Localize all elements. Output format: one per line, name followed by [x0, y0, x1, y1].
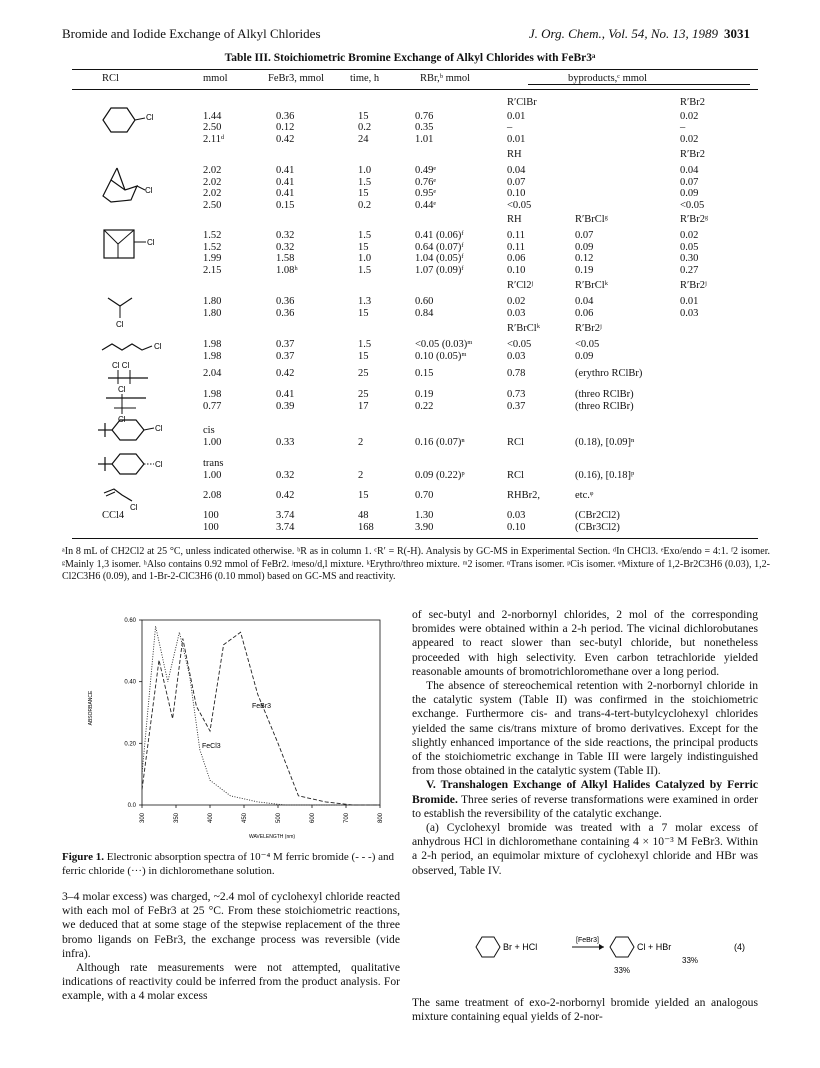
table-cell: 1.08ʰ: [276, 265, 298, 276]
table-cell: (0.16), [0.18]ᵖ: [575, 470, 635, 481]
table-cell: 0.09: [575, 351, 594, 362]
table-footnotes: ᵃIn 8 mL of CH2Cl2 at 25 °C, unless indicated otherwise. ᵇR as in column 1. ᶜR′ = R(-H). Analysis by GC-MS in Experimental Section. ᵈIn CHCl3. ᵉExo/endo = 4:1. ᶠ2 isomer. ᵍMainly 1,3 isomer. ʰAlso contains 0.92 mmol of FeBr2. ʲmeso/d,l mixture. ᵏErythro/threo mixture. ᵐ2 isomer. ⁿTrans isomer. ᵖCis isomer. ᵠMixture of 1,2-Br2C3H6 (0.03), 1,2-Cl2C3H6 (0.09), and 1-Br-2-ClC3H6 (0.10 mmol) based on GC-MS and reactivity.: [62, 546, 770, 582]
table-cell: 1.98: [203, 389, 222, 400]
table-cell: 0.60: [415, 296, 434, 307]
table-top-rule: [72, 69, 758, 70]
table-cell: 3.90: [415, 522, 434, 533]
table-cell: 0.02: [680, 111, 699, 122]
table-cell: 0.2: [358, 122, 372, 133]
table-cell: 15: [358, 351, 369, 362]
table-cell: –: [507, 122, 513, 133]
table-cell: 0.76ᵉ: [415, 177, 437, 188]
table-cell: 0.41 (0.06)ᶠ: [415, 230, 464, 241]
table-cell: 0.42: [276, 490, 295, 501]
table-cell: 15: [358, 490, 369, 501]
table-cell: (CBr3Cl2): [575, 522, 620, 533]
table-cell: 0.01: [680, 296, 699, 307]
table-header-cell: mmol: [203, 73, 228, 84]
cis-tbutylcyclohexyl-chloride-structure: [96, 416, 186, 446]
fecl3-series-label: FeCl3: [202, 743, 221, 750]
right-column-continued: The same treatment of exo-2-norbornyl bromide yielded an analogous mixture containing equal yields of 2-nor-: [412, 996, 758, 1024]
table-cell: 0.12: [276, 122, 295, 133]
x-tick-label: 400: [208, 812, 214, 823]
table-cell: trans: [203, 458, 224, 469]
table-cell: 0.03: [507, 308, 526, 319]
table-cell: 0.04: [680, 165, 699, 176]
svg-text:Cl: Cl: [147, 238, 155, 247]
plot-frame: [142, 620, 380, 805]
table-cell: 0.33: [276, 437, 295, 448]
table-cell: 0.01: [507, 111, 526, 122]
table-cell: 0.41: [276, 389, 295, 400]
table-cell: 0.36: [276, 296, 295, 307]
table-cell: 0.10: [507, 265, 526, 276]
table-cell: R′Br2ʲ: [680, 280, 707, 291]
table-cell: 0.42: [276, 368, 295, 379]
table-cell: 0.37: [276, 351, 295, 362]
table-cell: 0.49ᵉ: [415, 165, 437, 176]
table-cell: 3.74: [276, 522, 295, 533]
table-cell: 2: [358, 437, 364, 448]
table-cell: 0.09: [575, 242, 594, 253]
table-cell: RHBr2,: [507, 490, 540, 501]
table-cell: (CBr2Cl2): [575, 510, 620, 521]
table-cell: 24: [358, 134, 369, 145]
page-number: 3031: [724, 26, 750, 41]
table-header-rule: [72, 89, 758, 90]
table-cell: 1.58: [276, 253, 295, 264]
table-cell: 1.5: [358, 177, 372, 188]
table-cell: 0.09 (0.22)ᵖ: [415, 470, 465, 481]
table-cell: 0.03: [507, 510, 526, 521]
table-cell: 0.41: [276, 165, 295, 176]
series-line-febr3: [142, 632, 380, 805]
equation-4: [472, 931, 762, 981]
figure-xlabel: WAVELENGTH (nm): [248, 834, 296, 840]
table-cell: 48: [358, 510, 369, 521]
table-cell: 0.44ᵉ: [415, 200, 437, 211]
table-cell: 0.06: [575, 308, 594, 319]
table-cell: 0.07: [680, 177, 699, 188]
table-cell: R′Br2: [680, 97, 706, 108]
table-cell: 100: [203, 510, 219, 521]
table-cell: 2.02: [203, 177, 222, 188]
table-cell: 1.0: [358, 165, 372, 176]
table-cell: 0.04: [575, 296, 594, 307]
table-cell: 17: [358, 401, 369, 412]
table-cell: R′Br2: [680, 149, 706, 160]
x-tick-label: 350: [174, 812, 180, 823]
table-cell: 0.11: [507, 242, 525, 253]
table-title: Table III. Stoichiometric Bromine Exchange of Alkyl Chlorides with FeBr3ᵃ: [224, 52, 596, 64]
table-cell: (threo RClBr): [575, 401, 634, 412]
table-cell: 1.99: [203, 253, 222, 264]
table-cell: RCl: [507, 437, 524, 448]
table-cell: (erythro RClBr): [575, 368, 643, 379]
table-cell: 2.50: [203, 122, 222, 133]
table-cell: 0.42: [276, 134, 295, 145]
table-cell: R′BrClᵏ: [575, 280, 609, 291]
svg-text:Cl Cl: Cl Cl: [112, 361, 130, 370]
paragraph: Although rate measurements were not attempted, qualitative indications of reactivity could be inferred from the product analysis. For example, with a 4 molar excess: [62, 961, 400, 1003]
svg-text:[FeBr3]: [FeBr3]: [576, 937, 599, 944]
table-cell: cis: [203, 425, 215, 436]
table-cell: 0.01: [507, 134, 526, 145]
table-header-cell: RBr,ᵇ mmol: [420, 73, 471, 84]
table-cell: 1.01: [415, 134, 434, 145]
svg-text:Cl: Cl: [118, 385, 126, 394]
running-title: Bromide and Iodide Exchange of Alkyl Chlorides: [62, 26, 321, 41]
table-cell: RH: [507, 149, 522, 160]
table-cell: 0.06: [507, 253, 526, 264]
y-tick-label: 0.60: [124, 618, 136, 624]
x-tick-label: 700: [344, 812, 350, 823]
table-cell: 2: [358, 470, 364, 481]
table-cell: 100: [203, 522, 219, 533]
table-cell: 1.00: [203, 470, 222, 481]
propyl-chloride-structure: [100, 485, 160, 513]
table-cell: 15: [358, 111, 369, 122]
table-cell: 0.19: [575, 265, 594, 276]
table-cell: 0.32: [276, 242, 295, 253]
table-cell: 0.64 (0.07)ᶠ: [415, 242, 464, 253]
table-cell: RH: [507, 214, 522, 225]
febr3-series-label: FeBr3: [252, 703, 272, 710]
table-cell: 0.37: [507, 401, 526, 412]
table-cell: 1.07 (0.09)ᶠ: [415, 265, 464, 276]
table-cell: 1.80: [203, 296, 222, 307]
svg-text:Cl + HBr: Cl + HBr: [637, 942, 672, 952]
x-tick-label: 500: [276, 812, 282, 823]
table-cell: 2.02: [203, 165, 222, 176]
table-cell: 1.44: [203, 111, 222, 122]
table-cell: (0.18), [0.09]ⁿ: [575, 437, 635, 448]
paragraph: (a) Cyclohexyl bromide was treated with a 7 molar excess of anhydrous HCl in dichloromethane containing 4 × 10⁻³ M FeBr3. Within a 2-h period, an equimolar mixture of cyclohexyl chloride and HBr was observed, Table IV.: [412, 821, 758, 877]
y-tick-label: 0.0: [127, 803, 136, 809]
svg-text:Cl: Cl: [130, 503, 138, 512]
table-cell: 1.5: [358, 265, 372, 276]
svg-text:Cl: Cl: [155, 424, 163, 433]
table-cell: 0.35: [415, 122, 434, 133]
table-cell: 1.5: [358, 230, 372, 241]
x-tick-label: 300: [140, 812, 146, 823]
table-cell: 0.32: [276, 470, 295, 481]
table-cell: 0.03: [680, 308, 699, 319]
table-cell: 0.39: [276, 401, 295, 412]
table-cell: 0.37: [276, 339, 295, 350]
table-cell: 1.3: [358, 296, 372, 307]
table-cell: 0.95ᵉ: [415, 188, 437, 199]
table-cell: 0.10: [507, 522, 526, 533]
table-cell: <0.05: [575, 339, 600, 350]
table-cell: 0.41: [276, 177, 295, 188]
table-cell: 0.02: [680, 134, 699, 145]
svg-text:33%: 33%: [682, 956, 699, 965]
absorption-spectrum-figure: [62, 608, 402, 848]
table-cell: 0.16 (0.07)ⁿ: [415, 437, 465, 448]
norbornyl-chloride-structure: [97, 160, 167, 205]
section-heading-paragraph: V. Transhalogen Exchange of Alkyl Halides Catalyzed by Ferric Bromide. Three series of reverse transformations were examined in order to establish the reversibility of the catalytic exchange.: [412, 778, 758, 820]
table-cell: R′BrClᵍ: [575, 214, 608, 225]
table-cell: 0.12: [575, 253, 594, 264]
x-tick-label: 450: [242, 812, 248, 823]
table-cell: R′Cl2ʲ: [507, 280, 534, 291]
right-column-text: [412, 608, 758, 878]
table-cell: –: [680, 122, 686, 133]
table-cell: 1.04 (0.05)ᶠ: [415, 253, 464, 264]
table-cell: 1.5: [358, 339, 372, 350]
series-line-fecl3: [142, 626, 380, 805]
figure-caption: Figure 1. Electronic absorption spectra of 10⁻⁴ M ferric bromide (- - -) and ferric chloride (···) in dichloromethane solution.: [62, 851, 395, 877]
table-bottom-rule: [72, 538, 758, 539]
table-cell: (threo RClBr): [575, 389, 634, 400]
table-cell: 1.80: [203, 308, 222, 319]
table-cell: 0.27: [680, 265, 699, 276]
table-cell: 2.50: [203, 200, 222, 211]
table-cell: RCl: [507, 470, 524, 481]
figure-series: [142, 626, 380, 805]
table-cell: 0.84: [415, 308, 434, 319]
table-cell: 0.05: [680, 242, 699, 253]
table-cell: R′Br2ᵍ: [680, 214, 709, 225]
table-cell: 0.03: [507, 351, 526, 362]
sec-butyl-chloride-structure: [104, 290, 144, 330]
table-cell: 1.52: [203, 230, 222, 241]
table-cell: 0.41: [276, 188, 295, 199]
ccl4-label: CCl4: [102, 510, 125, 521]
table-cell: 2.11ᵈ: [203, 134, 225, 145]
table-cell: 3.74: [276, 510, 295, 521]
table-cell: 0.36: [276, 111, 295, 122]
table-cell: 0.15: [276, 200, 295, 211]
table-cell: 15: [358, 308, 369, 319]
svg-text:Cl: Cl: [145, 186, 153, 195]
vicinal-dichlorobutane-structure: [106, 360, 156, 386]
table-cell: 0.19: [415, 389, 434, 400]
y-tick-label: 0.40: [124, 679, 136, 686]
svg-text:Br + HCl: Br + HCl: [503, 942, 538, 952]
table-cell: <0.05: [507, 339, 532, 350]
table-cell: <0.05: [507, 200, 532, 211]
table-cell: 1.0: [358, 253, 372, 264]
svg-text:Cl: Cl: [146, 113, 154, 122]
table-header-cell: FeBr3, mmol: [268, 73, 325, 84]
svg-text:Cl: Cl: [154, 342, 162, 351]
table-cell: 0.15: [415, 368, 434, 379]
table-header-cell: byproducts,ᶜ mmol: [568, 73, 648, 84]
table-header-cell: RCl: [102, 73, 119, 84]
journal-citation: J. Org. Chem., Vol. 54, No. 13, 1989 3031: [528, 26, 750, 41]
table-cell: 0.09: [680, 188, 699, 199]
x-tick-label: 600: [310, 812, 316, 823]
paragraph: 3–4 molar excess) was charged, ~2.4 mol of cyclohexyl chloride reacted with each mol of FeBr3 at 25 °C. From these stoichiometric reactions, we deduced that at some stage of the stepwise replacement of the three bromo ligands on FeBr3, the exchange process was reversible (vide infra).: [62, 890, 400, 960]
svg-text:Cl: Cl: [116, 320, 124, 329]
table-cell: 0.07: [507, 177, 526, 188]
table-cell: 1.00: [203, 437, 222, 448]
table-cell: 15: [358, 188, 369, 199]
table-cell: 2.02: [203, 188, 222, 199]
table-cell: 0.22: [415, 401, 434, 412]
table-cell: R′ClBr: [507, 97, 537, 108]
table-cell: 0.36: [276, 308, 295, 319]
table-cell: 0.11: [507, 230, 525, 241]
table-cell: 0.32: [276, 230, 295, 241]
svg-text:(4): (4): [734, 942, 745, 952]
table-cell: 0.2: [358, 200, 372, 211]
table-cell: 0.02: [680, 230, 699, 241]
table-cell: R′BrClᵏ: [507, 323, 541, 334]
table-cell: 1.98: [203, 339, 222, 350]
table-cell: 168: [358, 522, 374, 533]
table-cell: 1.52: [203, 242, 222, 253]
trans-tbutylcyclohexyl-chloride-structure: [96, 450, 186, 480]
left-column-text: [62, 890, 400, 1004]
table-header-cell: time, h: [350, 73, 380, 84]
x-tick-label: 800: [378, 812, 384, 823]
table-cell: 0.73: [507, 389, 526, 400]
table-cell: 0.02: [507, 296, 526, 307]
table-cell: 2.04: [203, 368, 222, 379]
svg-text:33%: 33%: [614, 966, 631, 975]
table-cell: 0.78: [507, 368, 526, 379]
table-cell: 0.10: [507, 188, 526, 199]
paragraph: The absence of stereochemical retention with 2-norbornyl chloride in the catalytic system (Table II) was confirmed in the stoichiometric exchange. Furthermore cis- and trans-4-tert-butylcyclohexyl chlorides yielded the same cis/trans mixture of bromo derivatives. Except for the slightly enhanced importance of the side reactions, the principal products of the stoichiometric exchange in Table III were largely indistinguished from those obtained in the catalytic system (Table II).: [412, 679, 758, 778]
table-cell: 1.98: [203, 351, 222, 362]
table-cell: 2.15: [203, 265, 222, 276]
figure-axes: [124, 618, 384, 823]
svg-text:Cl: Cl: [118, 415, 126, 424]
table-cell: 25: [358, 368, 369, 379]
running-header: [62, 26, 750, 46]
cyclohexyl-chloride-structure: [95, 100, 165, 140]
table-cell: 2.08: [203, 490, 222, 501]
table-cell: 0.70: [415, 490, 434, 501]
table-cell: 1.30: [415, 510, 434, 521]
alkyl-chloride-chain-structure: [98, 338, 178, 362]
table-cell: 0.76: [415, 111, 434, 122]
table-cell: <0.05 (0.03)ᵐ: [415, 339, 473, 350]
table-cell: 25: [358, 389, 369, 400]
paragraph: of sec-butyl and 2-norbornyl chlorides, 2 mol of the corresponding bromides were obtained within a 2-h period. The vicinal dichlorobutanes appeared to react slower than sec-butyl chloride, but nonetheless proceeded with high selectivity. Even carbon tetrachloride yielded reasonable amounts of bromotrichloromethane over a long period.: [412, 608, 758, 678]
table-cell: 0.77: [203, 401, 222, 412]
table-cell: 0.10 (0.05)ᵐ: [415, 351, 467, 362]
table-cell: 0.07: [575, 230, 594, 241]
table-cell: R′Br2ʲ: [575, 323, 602, 334]
figure-ylabel: ABSORBANCE: [88, 690, 94, 726]
table-cell: 0.30: [680, 253, 699, 264]
adamantyl-chloride-structure: [98, 222, 168, 267]
svg-text:Cl: Cl: [155, 460, 163, 469]
y-tick-label: 0.20: [124, 741, 136, 748]
table-cell: 15: [358, 242, 369, 253]
table-cell: <0.05: [680, 200, 705, 211]
table-cell: 0.04: [507, 165, 526, 176]
table-cell: etc.ᵠ: [575, 490, 594, 501]
